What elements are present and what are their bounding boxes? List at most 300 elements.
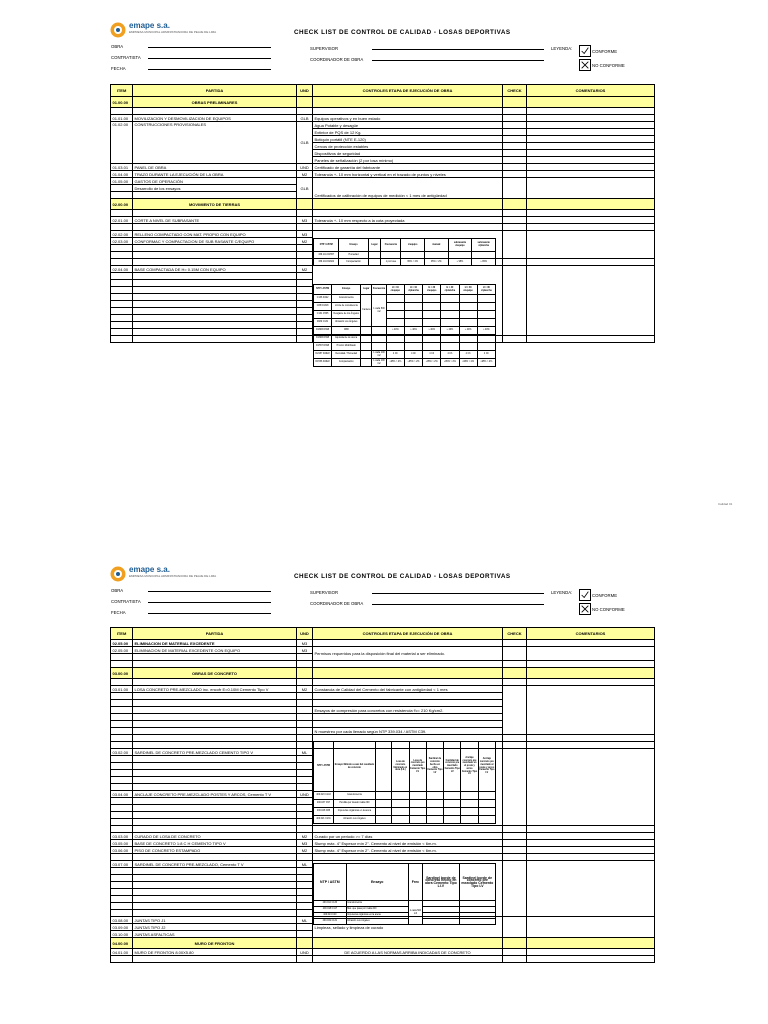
row-comment[interactable] bbox=[527, 231, 655, 259]
sub-cell: 400.023 C143 bbox=[314, 792, 334, 800]
sub-cell: 400.021 C131 bbox=[314, 816, 334, 824]
sub-cell: 4829 C131 bbox=[314, 319, 332, 327]
sub-cell: Abrasión Los Ángeles bbox=[334, 816, 376, 824]
sub-header: Lugar bbox=[368, 239, 381, 252]
row-und: GLB bbox=[297, 178, 313, 199]
row-check[interactable] bbox=[503, 143, 527, 150]
row-partida: BASE DE CONCRETO 1:8 C H CEMENTO TIPO V bbox=[133, 840, 297, 847]
row-control: Agua Potable y desagüe bbox=[313, 122, 503, 129]
supervisor-label: SUPERVISOR bbox=[310, 46, 339, 51]
table-row bbox=[111, 115, 655, 122]
sub-header: Losa de concreto pre mezclado Cemento Tipo LV bbox=[409, 742, 426, 792]
section-item: 02.00.00 bbox=[111, 199, 133, 210]
row-check[interactable] bbox=[503, 122, 527, 129]
row-check[interactable] bbox=[503, 157, 527, 164]
row-control: Botiquín portátil (NTE E-120) bbox=[313, 136, 503, 143]
row-item: 03.07.00 bbox=[111, 861, 133, 868]
fecha-label: FECHA bbox=[111, 610, 126, 615]
table-row bbox=[111, 840, 655, 847]
sub-cell: Equivalente de arena bbox=[332, 335, 361, 343]
sub-header: H > 30 c/plancha bbox=[477, 285, 495, 295]
row-comment[interactable] bbox=[527, 115, 655, 122]
sub-cell: 339.141 D1557 bbox=[314, 252, 339, 259]
sub-header: subrasante c/equipo bbox=[448, 239, 472, 252]
row-check[interactable] bbox=[503, 840, 527, 847]
row-control: N muestreo por cada llenado según NTP 339.034 / ASTM C39. bbox=[313, 728, 503, 735]
sub-cell: Impurezas orgánicas en la arena bbox=[334, 808, 376, 816]
section-title: MOVIMIENTO DE TIERRAS bbox=[133, 199, 297, 210]
section-item: 04.00.00 bbox=[111, 938, 133, 949]
col-partida: PARTIDA bbox=[133, 628, 297, 640]
sub-header: Anclaje concreto pre mezclado en el poste y arcos Cemento Tipo LV bbox=[461, 742, 478, 792]
sub-header: subrasante c/plancha bbox=[472, 239, 496, 252]
row-item: 01.05.00 bbox=[111, 178, 133, 185]
row-und: UND bbox=[297, 791, 313, 798]
row-item: 03.05.00 bbox=[111, 840, 133, 847]
row-partida: CURADO DE LOSA DE CONCRETO bbox=[133, 833, 297, 840]
compaction-subtable bbox=[313, 238, 496, 266]
row-comment[interactable] bbox=[527, 861, 655, 917]
sub-cell: 400.048 C88 bbox=[314, 808, 334, 816]
table-row bbox=[111, 178, 655, 185]
row-und: M3 bbox=[297, 217, 313, 224]
contratista-field[interactable] bbox=[148, 58, 271, 59]
row-check[interactable] bbox=[503, 150, 527, 157]
row-und: M2 bbox=[297, 847, 313, 854]
row-item: 03.03.00 bbox=[111, 833, 133, 840]
fecha-label: FECHA bbox=[111, 66, 126, 71]
page-title: CHECK LIST DE CONTROL DE CALIDAD - LOSAS DEPORTIVAS bbox=[294, 573, 511, 580]
obra-label: OBRA bbox=[111, 44, 124, 49]
row-partida: PISO DE CONCRETO ESTAMPADO bbox=[133, 847, 297, 854]
row-partida: MOVILIZACION Y DESMOVILIZACION DE EQUIPOS bbox=[133, 115, 297, 122]
base-subtable bbox=[313, 284, 496, 367]
obra-field[interactable] bbox=[148, 47, 271, 48]
row-item: 01.03.01 bbox=[111, 164, 133, 171]
sub-cell: D1557 D698 bbox=[314, 343, 332, 351]
row-control: Dispositivos de seguridad bbox=[313, 150, 503, 157]
sub-header: Ensayo Método a usar del resultado de concreto bbox=[334, 742, 376, 792]
logo-brand: emape s.a. bbox=[129, 21, 170, 30]
sub-cell: ≥95% > 2% bbox=[404, 359, 422, 367]
table-row bbox=[111, 164, 655, 171]
row-partida: SARDINEL DE CONCRETO PRE-MEZCLADO, Cemento T V bbox=[133, 861, 297, 868]
col-check: CHECK bbox=[503, 628, 527, 640]
row-comment[interactable] bbox=[527, 917, 655, 938]
conforme-label: CONFORME bbox=[592, 593, 618, 598]
row-item: 02.05.00 bbox=[111, 647, 133, 654]
row-check[interactable] bbox=[503, 129, 527, 136]
section-row bbox=[111, 938, 655, 949]
row-und: ML bbox=[297, 749, 313, 756]
sub-header: Losa de concreto fabricado en obra (I.E.) bbox=[392, 742, 409, 792]
sub-cell: 95% < 2% bbox=[424, 259, 448, 266]
sub-cell: 1 por losa bbox=[381, 259, 401, 266]
row-comment[interactable] bbox=[527, 949, 655, 956]
sub-cell: Desgaste de los Ángeles bbox=[332, 311, 361, 319]
row-und: ML bbox=[297, 861, 313, 868]
row-item: 03.10.00 bbox=[111, 931, 133, 938]
row-partida: PANEL DE OBRA bbox=[133, 164, 297, 171]
sub-cell: ≥ 40% bbox=[404, 327, 422, 335]
row-partida: JUNTAS TIPO J2 bbox=[133, 924, 297, 931]
row-check[interactable] bbox=[503, 231, 527, 259]
row-partida: GASTOS DE OPERACIÓN bbox=[133, 178, 297, 185]
leyenda-label: LEYENDA: bbox=[551, 590, 573, 595]
row-partida: SARDINEL DE CONCRETO PRE-MEZCLADO CEMENTO TIPO V bbox=[133, 749, 297, 756]
sub-header: Frec bbox=[408, 864, 423, 901]
supervisor-field[interactable] bbox=[372, 49, 544, 50]
row-partida: TRAZO DURANTE LA EJECUCIÓN DE LA OBRA bbox=[133, 171, 297, 178]
row-item: 01.01.00 bbox=[111, 115, 133, 122]
sub-cell: ≥ 40% bbox=[441, 327, 459, 335]
row-comment[interactable] bbox=[527, 266, 655, 336]
col-item: ITEM bbox=[111, 628, 133, 640]
conforme-check-icon bbox=[579, 589, 591, 601]
no-conforme-label: NO CONFORME bbox=[592, 607, 625, 612]
row-check[interactable] bbox=[503, 217, 527, 224]
table-row bbox=[111, 847, 655, 854]
col-check: CHECK bbox=[503, 85, 527, 97]
row-und: M2 bbox=[297, 833, 313, 840]
footer-code: Calidad 01 bbox=[718, 502, 733, 506]
row-comment[interactable] bbox=[527, 157, 655, 164]
row-control: Certificado de garantía del fabricante bbox=[313, 164, 503, 171]
row-item: 03.09.00 bbox=[111, 924, 133, 931]
row-check[interactable] bbox=[503, 917, 527, 938]
row-check[interactable] bbox=[503, 164, 527, 171]
row-item: 03.01.00 bbox=[111, 686, 133, 693]
logo bbox=[110, 564, 217, 584]
row-item: 03.02.00 bbox=[111, 749, 133, 756]
row-partida: CONFORMAC Y COMPACTACION DE SUB RASANTE C/EQUIPO bbox=[133, 238, 297, 245]
row-und bbox=[297, 924, 313, 931]
sub-cell: ≥ 40% bbox=[459, 327, 477, 335]
row-comment[interactable] bbox=[527, 840, 655, 847]
row-check[interactable] bbox=[503, 647, 527, 661]
row-control: Curado por un periodo >= 7 días bbox=[313, 833, 503, 840]
sub-cell: Granulometría bbox=[334, 792, 376, 800]
col-item: ITEM bbox=[111, 85, 133, 97]
row-check[interactable] bbox=[503, 847, 527, 854]
sub-header: Frecuencia bbox=[381, 239, 401, 252]
no-conforme-x-icon bbox=[579, 59, 591, 71]
row-comment[interactable] bbox=[527, 178, 655, 199]
sub-cell: D2487 D2922 bbox=[314, 351, 332, 359]
row-comment[interactable] bbox=[527, 217, 655, 224]
table-row bbox=[111, 686, 655, 693]
row-check[interactable] bbox=[503, 136, 527, 143]
sub-header: Frecuencia bbox=[372, 285, 387, 295]
sub-cell: ≥95% > 2% bbox=[423, 359, 441, 367]
row-control: Permisos requeridos para la disposición final del material a ser eliminado. bbox=[313, 647, 503, 661]
table-row bbox=[111, 231, 655, 238]
sub-header: Ensayo bbox=[339, 239, 368, 252]
row-control: Equipos operativos y en buen estado bbox=[313, 115, 503, 122]
row-control: Slump máx. 4" Espesor mín 2". Cemento al nivel de emisión < 6m.m. bbox=[313, 840, 503, 847]
sub-cell: 95% < 2% bbox=[401, 259, 425, 266]
sub-header: H < 10 c/equipo bbox=[386, 285, 404, 295]
table-header bbox=[111, 628, 655, 640]
col-und: UND bbox=[297, 85, 313, 97]
table-row bbox=[111, 949, 655, 956]
row-item: 01.02.00 bbox=[111, 122, 133, 164]
sub-cell: 4 Ch bbox=[477, 351, 495, 359]
sub-cell: Impurezas orgánicas en la arena bbox=[346, 913, 408, 919]
row-partida: RELLENO COMPACTADO CON MAT. PROPIO CON EQUIPO bbox=[133, 231, 297, 238]
section-row bbox=[111, 668, 655, 679]
row-check[interactable] bbox=[503, 178, 527, 199]
sub-cell: ≥ 95% bbox=[472, 259, 496, 266]
table-row bbox=[111, 647, 655, 654]
table-row bbox=[111, 122, 655, 129]
row-partida: LOSA CONCRETO PRE-MEZCLADO inc. encofr E=0.10M Cemento Tipo V bbox=[133, 686, 297, 693]
contratista-field[interactable] bbox=[148, 602, 271, 603]
row-und: UND bbox=[297, 164, 313, 171]
row-item: 02.03.00 bbox=[111, 238, 133, 245]
row-und: M3 bbox=[297, 647, 313, 654]
row-control: Certificados de calibración de equipos de medición < 1 mes de antigüedad bbox=[313, 178, 503, 199]
fecha-field[interactable] bbox=[148, 613, 271, 614]
sub-header: c/equipo bbox=[401, 239, 425, 252]
sub-cell: C131 C535 bbox=[314, 311, 332, 319]
row-und bbox=[297, 931, 313, 938]
row-partida-detail: Desarrollo de los ensayos bbox=[133, 185, 297, 192]
sub-header: Sardinel borde de concreto hecho en obra Cemento Tipo LI.V bbox=[423, 864, 459, 901]
concrete-subtable bbox=[313, 741, 496, 824]
sub-cell: ≥ 40% bbox=[423, 327, 441, 335]
sub-cell: Límite de consistencia bbox=[332, 303, 361, 311]
row-und: ML bbox=[297, 917, 313, 924]
row-comment[interactable] bbox=[527, 129, 655, 136]
row-und: M2 bbox=[297, 171, 313, 178]
row-control: Paneles de señalización (2 por losa mínimo) bbox=[313, 157, 503, 164]
table-header bbox=[111, 85, 655, 97]
sub-header: H < 30 c/equipo bbox=[459, 285, 477, 295]
row-control: Extintor de PQS de 12 Kg. bbox=[313, 129, 503, 136]
row-comment[interactable] bbox=[527, 164, 655, 171]
logo-brand: emape s.a. bbox=[129, 565, 170, 574]
sub-cell: D1883 D698 bbox=[314, 335, 332, 343]
section-title: OBRAS DE CONCRETO bbox=[133, 668, 297, 679]
row-partida: ELIMINACION DE MATERIAL EXCEDENTE CON EQUIPO bbox=[133, 647, 297, 654]
sub-cell: Compactación bbox=[339, 259, 368, 266]
row-item: 01.04.00 bbox=[111, 171, 133, 178]
row-check[interactable] bbox=[503, 833, 527, 840]
row-comment[interactable] bbox=[527, 171, 655, 178]
row-comment[interactable] bbox=[527, 686, 655, 735]
row-item: 03.08.00 bbox=[111, 917, 133, 924]
row-control: Constancia de Calidad del Cemento del fabricante con antigüedad < 1 mes bbox=[313, 686, 503, 693]
row-comment[interactable] bbox=[527, 122, 655, 129]
logo-subtitle: EMPRESA MUNICIPAL ADMINISTRADORA DE PEAJE DE LIMA bbox=[129, 574, 217, 578]
emape-logo-icon bbox=[110, 566, 126, 582]
col-comentarios: COMENTARIOS bbox=[527, 85, 655, 97]
sub-header: Anclaje concreto pre mezclado al poste y arcos Cemento Tipo LV bbox=[478, 742, 495, 792]
sub-cell: Abrasión Los Ángeles bbox=[332, 319, 361, 327]
row-item: 03.04.00 bbox=[111, 791, 133, 798]
row-control: Tolerancia +- 10 mm horizontal y vertical en el trazado de puntos y niveles bbox=[313, 171, 503, 178]
page-title: CHECK LIST DE CONTROL DE CALIDAD - LOSAS DEPORTIVAS bbox=[294, 29, 511, 36]
sub-cell: C136 D422 bbox=[314, 295, 332, 303]
contratista-label: CONTRATISTA bbox=[111, 55, 141, 60]
logo-subtitle: EMPRESA MUNICIPAL ADMINISTRADORA DE PEAJE DE LIMA bbox=[129, 30, 217, 34]
sub-cell: D1883 D698 bbox=[314, 327, 332, 335]
sub-header: NTP / ASTM bbox=[314, 864, 347, 901]
sub-header: H > 10 c/plancha bbox=[404, 285, 422, 295]
row-partida: CORTE A NIVEL DE SUBRASANTE bbox=[133, 217, 297, 224]
sub-cell: 400.012 C136 bbox=[314, 901, 347, 907]
row-item: 02.04.00 bbox=[111, 266, 133, 273]
table-row bbox=[111, 266, 655, 273]
sub-cell: Abrasión Los Ángeles bbox=[346, 919, 408, 925]
row-check[interactable] bbox=[503, 949, 527, 956]
coordinador-label: COORDINADOR DE OBRA bbox=[310, 601, 364, 606]
row-comment[interactable] bbox=[527, 749, 655, 826]
sub-cell: C88 D4318 bbox=[314, 303, 332, 311]
row-comment[interactable] bbox=[527, 136, 655, 143]
sub-cell: Granulometría bbox=[332, 295, 361, 303]
supervisor-field[interactable] bbox=[372, 593, 544, 594]
sub-cell: Granulometría bbox=[346, 901, 408, 907]
sub-cell: 1 cada 100 m2 bbox=[373, 359, 385, 365]
row-check[interactable] bbox=[503, 749, 527, 826]
sub-cell: 400.024 C40 bbox=[314, 913, 347, 919]
row-und: M3 bbox=[297, 840, 313, 847]
sub-cell: ≥ 40% bbox=[477, 327, 495, 335]
col-comentarios: COMENTARIOS bbox=[527, 628, 655, 640]
sub-cell: 400.018 C117 bbox=[314, 907, 347, 913]
coordinador-label: COORDINADOR DE OBRA bbox=[310, 57, 364, 62]
row-und: M2 bbox=[297, 686, 313, 693]
row-check[interactable] bbox=[503, 171, 527, 178]
table-row bbox=[111, 640, 655, 647]
sub-cell: 339.144 D2922 bbox=[314, 259, 339, 266]
row-control: Ensayos de compresión para concretos con resistencia f'c= 210 Kg/cm2. bbox=[313, 707, 503, 714]
no-conforme-x-icon bbox=[579, 603, 591, 615]
sub-cell: 4 Ch bbox=[459, 351, 477, 359]
table-row bbox=[111, 171, 655, 178]
sub-cell: 1 cada 500 m3 bbox=[408, 901, 423, 925]
coordinador-field[interactable] bbox=[372, 604, 544, 605]
row-und: M3 bbox=[297, 640, 313, 647]
sub-cell: Humedad bbox=[339, 252, 368, 259]
sub-cell: 4 Ch bbox=[386, 351, 404, 359]
row-und: GLB bbox=[297, 115, 313, 122]
row-und: M2 bbox=[297, 238, 313, 245]
fecha-field[interactable] bbox=[148, 69, 271, 70]
sub-header: manual bbox=[424, 239, 448, 252]
row-check[interactable] bbox=[503, 115, 527, 122]
col-und: UND bbox=[297, 628, 313, 640]
coordinador-field[interactable] bbox=[372, 60, 544, 61]
row-control: DE ACUERDO A LAS NORMAS ARRIBA INDICADAS DE CONCRETO bbox=[313, 949, 503, 956]
sub-cell: ≥95% > 2% bbox=[386, 359, 404, 367]
sub-cell: 400.037 C97 bbox=[314, 800, 334, 808]
sardinel-subtable bbox=[313, 863, 496, 925]
sub-header: Ensayo bbox=[332, 285, 361, 295]
sub-header: Ensayo bbox=[346, 864, 408, 901]
row-comment[interactable] bbox=[527, 143, 655, 150]
row-comment[interactable] bbox=[527, 833, 655, 840]
row-check[interactable] bbox=[503, 686, 527, 735]
row-partida: BASE COMPACTADA DE H= 0.15M CON EQUIPO bbox=[133, 266, 297, 273]
row-item: 02.05.00 bbox=[111, 640, 133, 647]
sub-cell: ≥95% > 2% bbox=[441, 359, 459, 367]
sub-cell: 4 Ch bbox=[404, 351, 422, 359]
sub-cell: Proctor Modificado bbox=[332, 343, 361, 351]
row-comment[interactable] bbox=[527, 847, 655, 854]
obra-label: OBRA bbox=[111, 588, 124, 593]
sub-cell: CBR bbox=[332, 327, 361, 335]
sub-header: Lugar bbox=[361, 285, 372, 295]
sub-cell: D1556 D2922 bbox=[314, 359, 332, 367]
sub-cell: 1 cada 500 m2 bbox=[372, 295, 387, 327]
sub-cell: Densidad / Humedad bbox=[332, 351, 361, 359]
sub-cell: Mat. que pasa por malla 200 bbox=[346, 907, 408, 913]
sub-cell: ≥95% > 2% bbox=[459, 359, 477, 367]
row-partida: ELIMINACION DE MATERIAL EXCEDENTE bbox=[133, 640, 297, 647]
table-row bbox=[111, 833, 655, 840]
col-controles: CONTROLES ETAPA DE EJECUCIÓN DE OBRA bbox=[313, 85, 503, 97]
col-partida: PARTIDA bbox=[133, 85, 297, 97]
page-2 bbox=[0, 548, 768, 1024]
row-und: GLB bbox=[297, 122, 313, 164]
row-item: 02.02.00 bbox=[111, 231, 133, 238]
section-title: OBRAS PRELIMINARES bbox=[133, 97, 297, 108]
row-item: 03.06.00 bbox=[111, 847, 133, 854]
sub-header: Cantidad de concreto pre mezclado Cemento Tipo LV bbox=[444, 742, 461, 792]
sub-cell: Compactación bbox=[332, 359, 361, 367]
sub-cell: ≥ 95% bbox=[448, 259, 472, 266]
row-comment[interactable] bbox=[527, 647, 655, 661]
obra-field[interactable] bbox=[148, 591, 271, 592]
no-conforme-label: NO CONFORME bbox=[592, 63, 625, 68]
row-item: 04.01.00 bbox=[111, 949, 133, 956]
row-check[interactable] bbox=[503, 266, 527, 336]
conforme-label: CONFORME bbox=[592, 49, 618, 54]
sub-cell: Pérdida por lavado malla 200 bbox=[334, 800, 376, 808]
section-item: 03.00.00 bbox=[111, 668, 133, 679]
row-partida: JUNTAS ASFALTICAS bbox=[133, 931, 297, 938]
sub-cell: 4 Ch bbox=[441, 351, 459, 359]
logo bbox=[110, 20, 217, 40]
sub-cell: 400.019 C131 bbox=[314, 919, 347, 925]
sub-cell: 1 cada 100 m2 bbox=[373, 351, 385, 357]
row-und: M2 bbox=[297, 266, 313, 273]
contratista-label: CONTRATISTA bbox=[111, 599, 141, 604]
row-und: M3 bbox=[297, 231, 313, 238]
sub-header: NTP / ASTM bbox=[314, 239, 339, 252]
col-controles: CONTROLES ETAPA DE EJECUCIÓN DE OBRA bbox=[313, 628, 503, 640]
sub-cell: ≥ 40% bbox=[386, 327, 404, 335]
page-1 bbox=[0, 0, 768, 506]
section-row bbox=[111, 97, 655, 108]
sub-header: Sardinel borde de concreto pre mezclado Cemento Tipo LV bbox=[459, 864, 495, 901]
section-title: MURO DE FRONTON bbox=[133, 938, 297, 949]
sub-header: NTP / ASTM bbox=[314, 742, 334, 792]
sub-header: Sardinel de concreto hecho en obra Cemento Tipo LV bbox=[426, 742, 443, 792]
row-control: Slump máx. 4" Espesor mín 2". Cemento al nivel de emisión < 6m.m. bbox=[313, 847, 503, 854]
sub-header: NTP / ASTM bbox=[314, 285, 332, 295]
sub-cell: Cantera bbox=[361, 295, 372, 327]
row-comment[interactable] bbox=[527, 150, 655, 157]
leyenda-label: LEYENDA: bbox=[551, 46, 573, 51]
row-check[interactable] bbox=[503, 861, 527, 917]
conforme-check-icon bbox=[579, 45, 591, 57]
section-row bbox=[111, 199, 655, 210]
row-partida: MURO DE FRONTON 8.00X5.80 bbox=[133, 949, 297, 956]
